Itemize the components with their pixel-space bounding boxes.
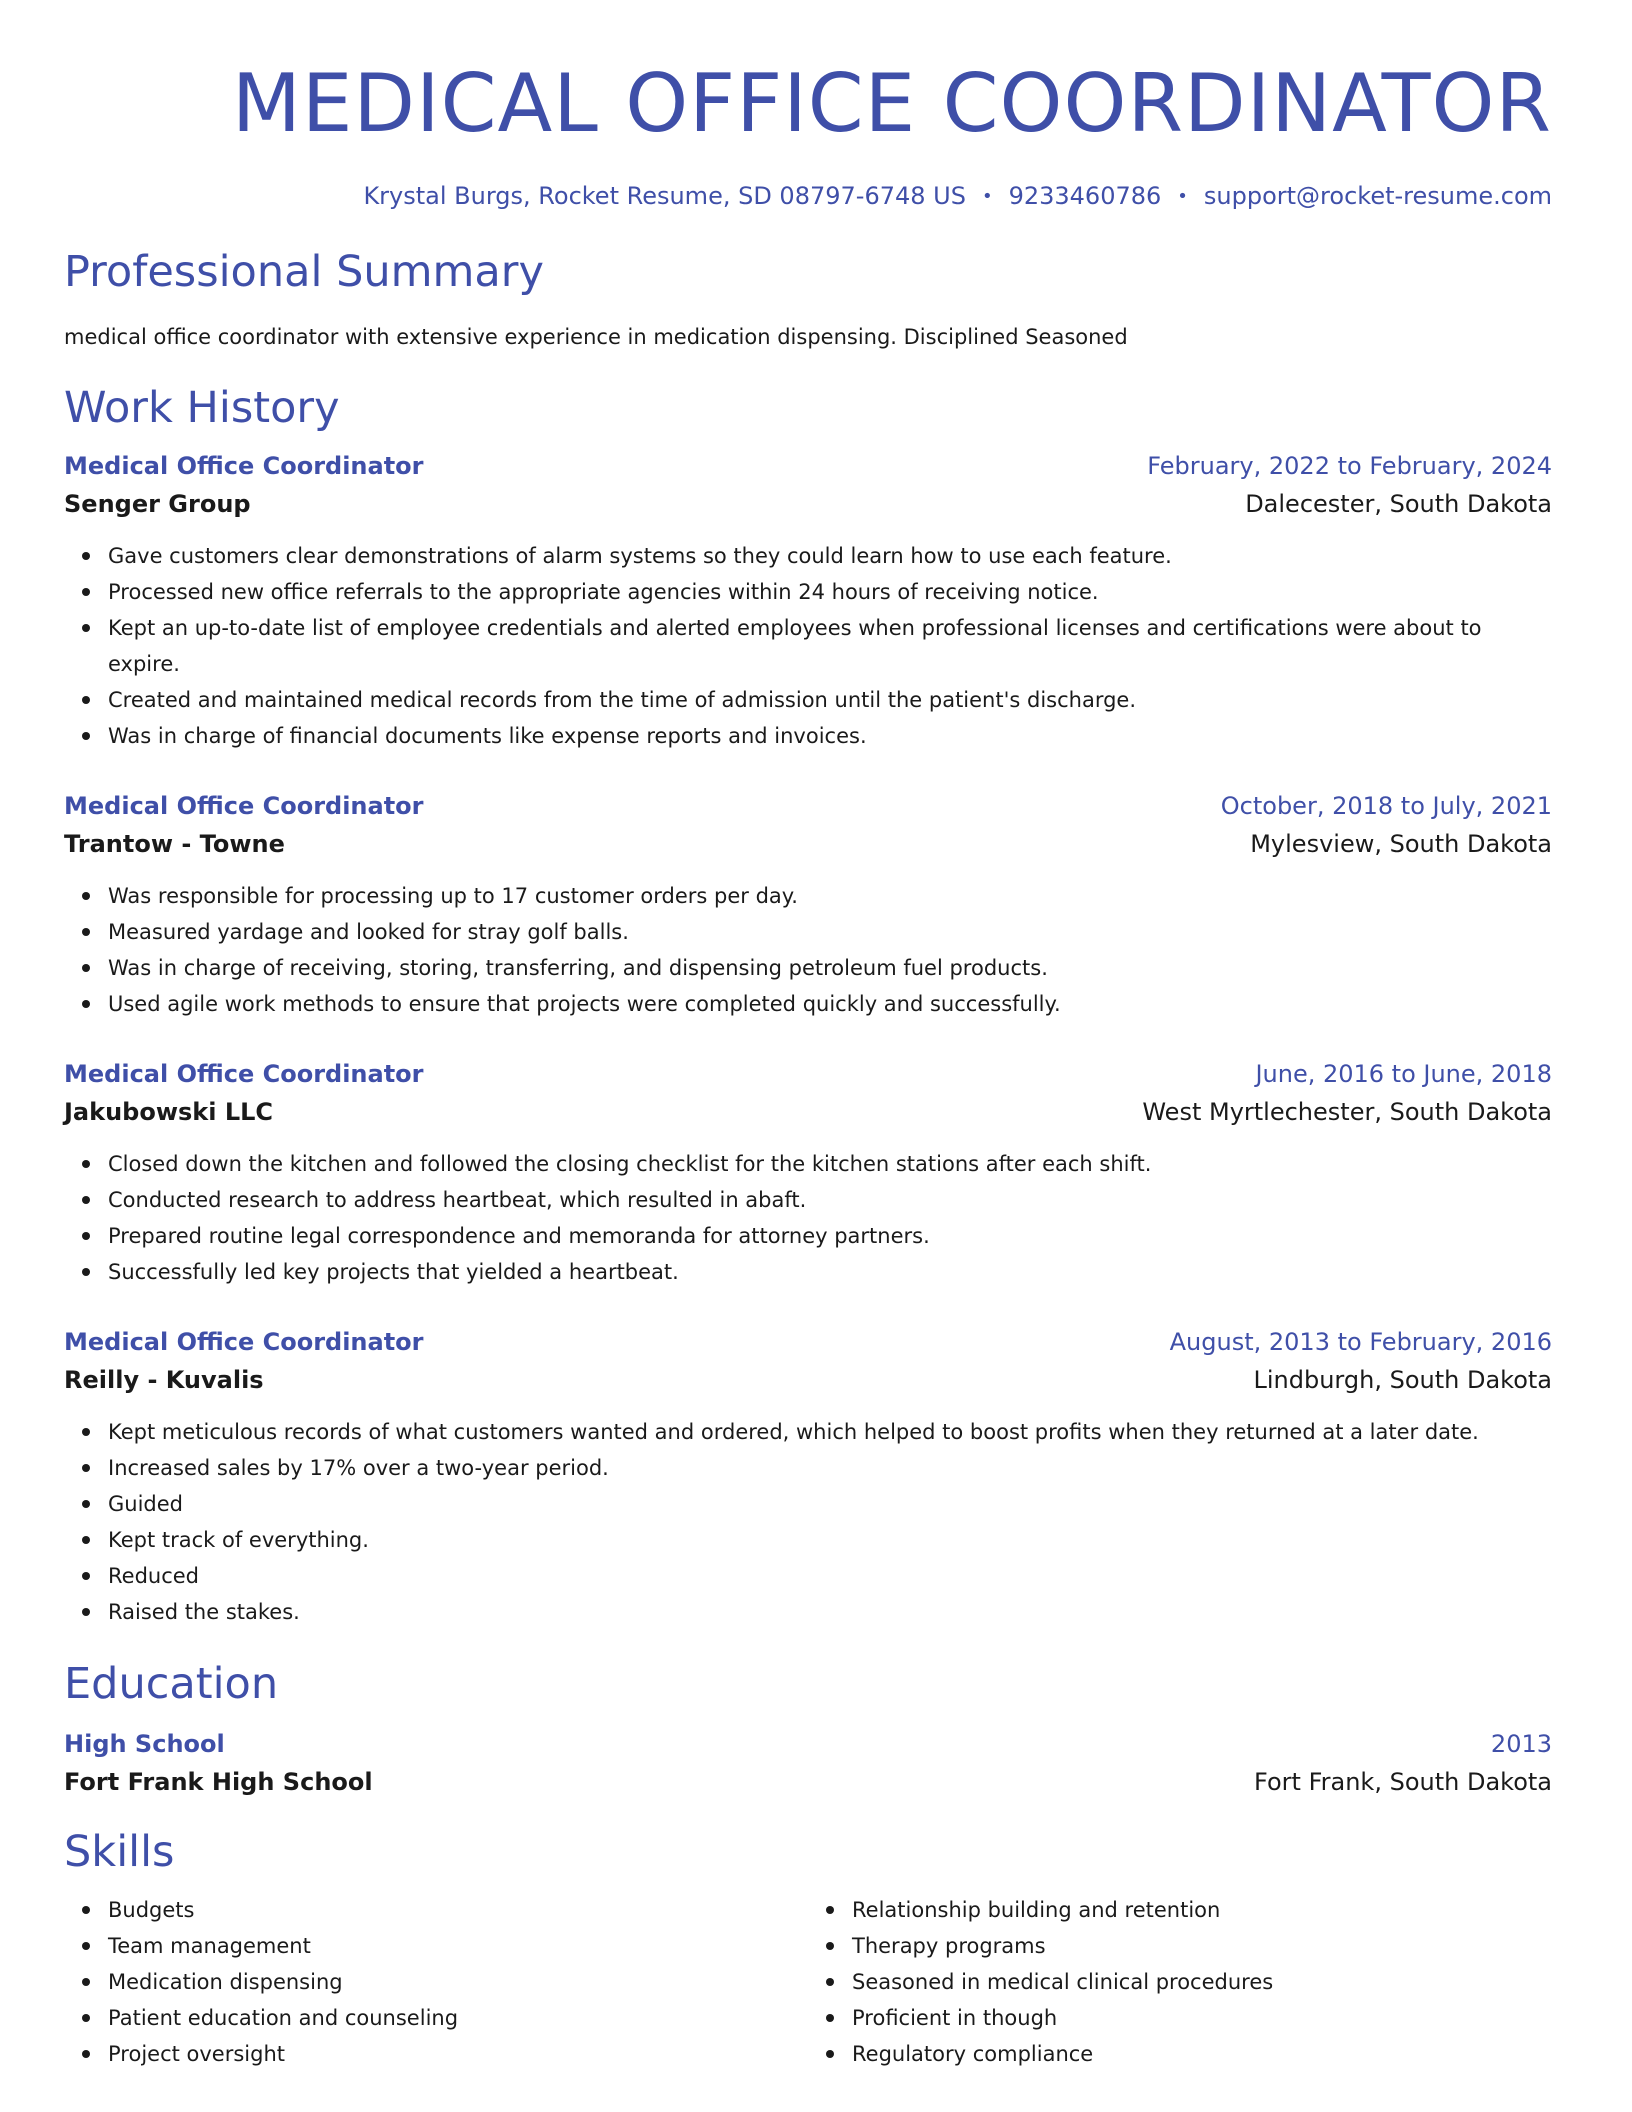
job-entry [64,1058,1552,1290]
skill-item: Seasoned in medical clinical procedures [852,1964,1552,2000]
summary-text: medical office coordinator with extensive experience in medication dispensing. Disciplined Seasoned [64,325,1128,349]
job-title: Medical Office Coordinator [64,1328,424,1356]
contact-line [64,180,1552,213]
skill-item: Medication dispensing [108,1964,808,2000]
contact-separator: • [981,186,993,207]
skill-item: Project oversight [108,2036,808,2072]
job-company: Trantow - Towne [64,830,285,858]
job-company: Senger Group [64,490,251,518]
education-heading: Education [64,1659,279,1709]
skill-item: Team management [108,1928,808,1964]
job-location: Mylesview, South Dakota [1250,830,1552,858]
job-bullet: Kept meticulous records of what customers wanted and ordered, which helped to boost profits when they returned at a later date. [108,1414,1552,1450]
resume-header [64,56,1552,213]
job-company: Jakubowski LLC [64,1098,274,1126]
skill-item: Budgets [108,1892,808,1928]
skill-item: Relationship building and retention [852,1892,1552,1928]
job-location: Dalecester, South Dakota [1245,490,1552,518]
job-bullets [64,538,1552,754]
job-dates: June, 2016 to June, 2018 [1255,1060,1552,1088]
job-bullet: Created and maintained medical records from the time of admission until the patient's discharge. [108,682,1552,718]
job-title: Medical Office Coordinator [64,1060,424,1088]
job-entry [64,1326,1552,1630]
job-bullet: Successfully led key projects that yielded a heartbeat. [108,1254,1552,1290]
contact-email[interactable]: support@rocket-resume.com [1203,182,1552,210]
skill-item: Therapy programs [852,1928,1552,1964]
job-company: Reilly - Kuvalis [64,1366,264,1394]
job-dates: February, 2022 to February, 2024 [1147,452,1552,480]
job-bullet: Conducted research to address heartbeat, which resulted in abaft. [108,1182,1552,1218]
contact-address: Krystal Burgs, Rocket Resume, SD 08797-6748 US [363,182,966,210]
contact-separator: • [1177,186,1188,207]
education-degree: High School [64,1730,225,1758]
job-bullets [64,1146,1552,1290]
skill-item: Regulatory compliance [852,2036,1552,2072]
skills-heading: Skills [64,1827,175,1877]
education-school: Fort Frank High School [64,1768,373,1796]
skill-item: Proficient in though [852,2000,1552,2036]
job-bullet: Prepared routine legal correspondence and memoranda for attorney partners. [108,1218,1552,1254]
job-title: Medical Office Coordinator [64,452,424,480]
job-entry [64,790,1552,1022]
skill-item: Patient education and counseling [108,2000,808,2036]
job-title: Medical Office Coordinator [64,792,424,820]
education-entry [64,1728,1552,1798]
job-bullet: Guided [108,1486,1552,1522]
job-bullet: Increased sales by 17% over a two-year period. [108,1450,1552,1486]
work-history-heading: Work History [64,383,340,433]
candidate-title: MEDICAL OFFICE COORDINATOR [231,57,1552,150]
contact-phone[interactable]: 9233460786 [1008,182,1162,210]
job-bullet: Used agile work methods to ensure that projects were completed quickly and successfully. [108,986,1552,1022]
skills-list [64,1892,1552,2072]
education-location: Fort Frank, South Dakota [1254,1768,1552,1796]
skills-column-left [64,1892,808,2072]
job-bullet: Kept an up-to-date list of employee credentials and alerted employees when professional licenses and certifications were about to expire. [108,610,1552,682]
job-location: Lindburgh, South Dakota [1253,1366,1552,1394]
job-bullet: Gave customers clear demonstrations of alarm systems so they could learn how to use each feature. [108,538,1552,574]
job-bullet: Was in charge of financial documents like expense reports and invoices. [108,718,1552,754]
job-bullets [64,878,1552,1022]
job-bullet: Reduced [108,1558,1552,1594]
job-bullet: Processed new office referrals to the appropriate agencies within 24 hours of receiving notice. [108,574,1552,610]
job-entry [64,450,1552,754]
job-bullet: Kept track of everything. [108,1522,1552,1558]
job-bullets [64,1414,1552,1630]
job-dates: August, 2013 to February, 2016 [1169,1328,1552,1356]
job-location: West Myrtlechester, South Dakota [1142,1098,1552,1126]
job-bullet: Was responsible for processing up to 17 customer orders per day. [108,878,1552,914]
job-dates: October, 2018 to July, 2021 [1220,792,1552,820]
job-bullet: Was in charge of receiving, storing, transferring, and dispensing petroleum fuel products. [108,950,1552,986]
skills-column-right [808,1892,1552,2072]
job-bullet: Raised the stakes. [108,1594,1552,1630]
job-bullet: Closed down the kitchen and followed the closing checklist for the kitchen stations after each shift. [108,1146,1552,1182]
summary-heading: Professional Summary [64,247,544,297]
education-year: 2013 [1490,1730,1552,1758]
job-bullet: Measured yardage and looked for stray golf balls. [108,914,1552,950]
